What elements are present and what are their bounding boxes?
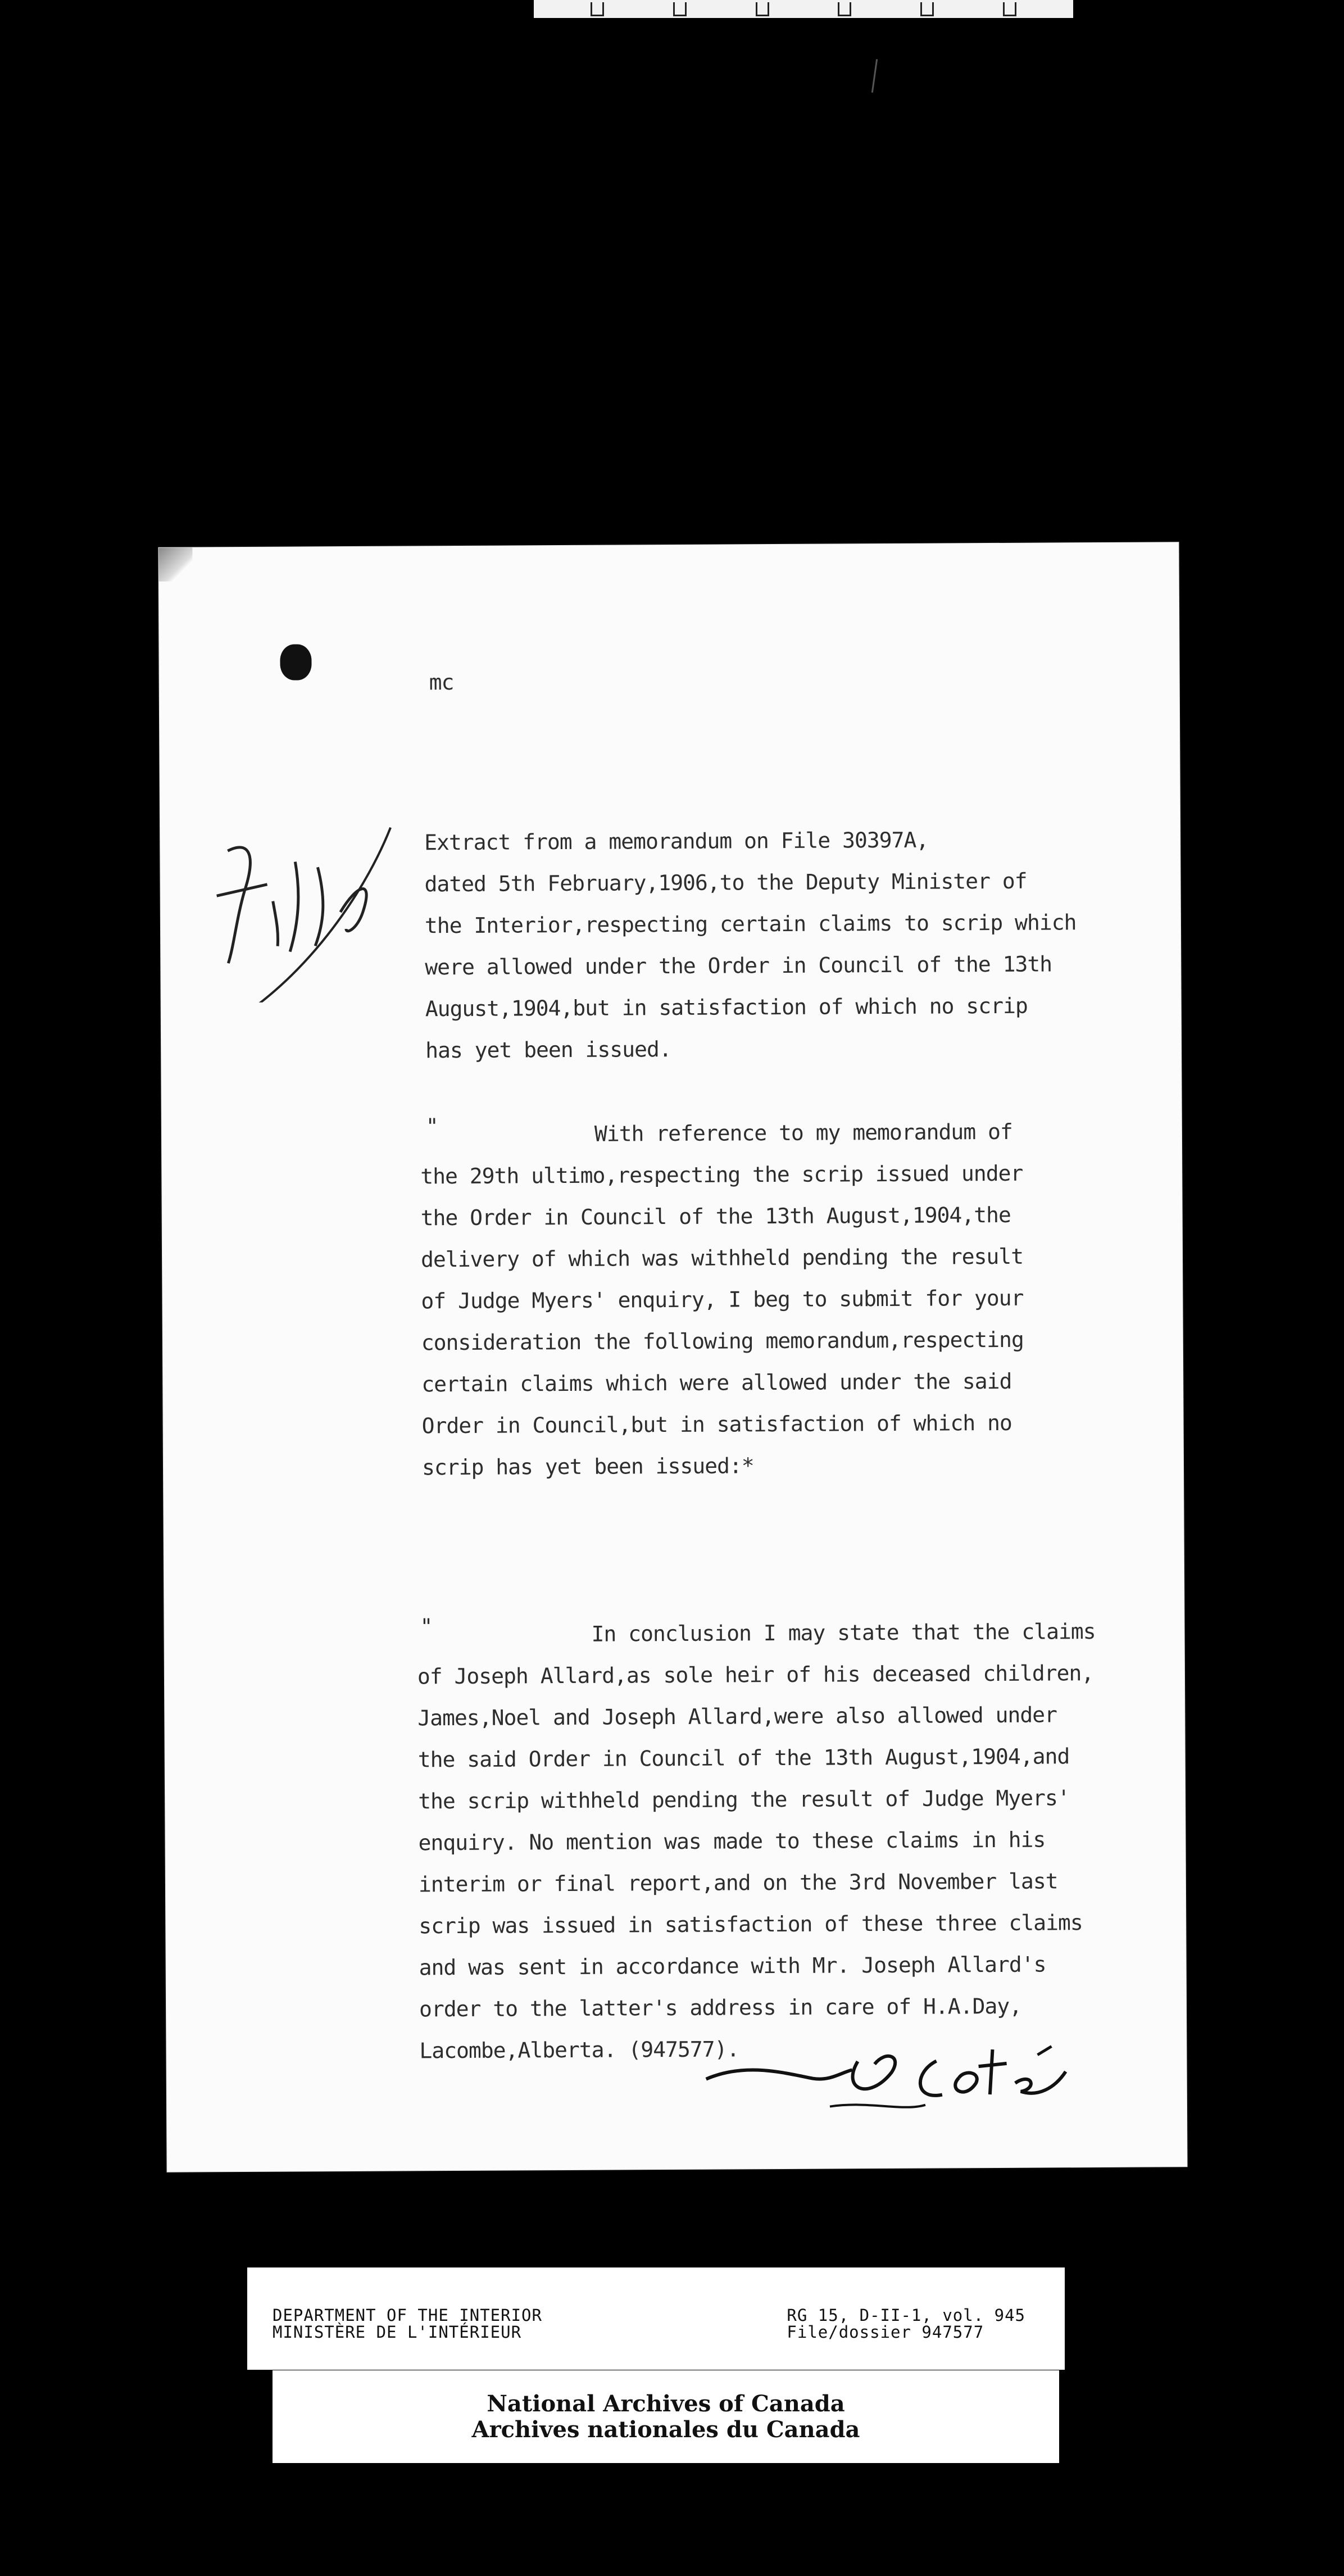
handwritten-file-note <box>205 816 408 1003</box>
department-name: DEPARTMENT OF THE INTERIOR MINISTÈRE DE L'INTÉRIEUR <box>273 2306 542 2342</box>
film-header-strip <box>534 0 1073 18</box>
memo-heading-paragraph: Extract from a memorandum on File 30397A, dated 5th February,1906,to the Deputy Minister of the Interior,respecting certain claims to scrip which were allowed under the Order in Council of the 13th August,1904,but in satisfaction of which no scrip has yet been issued. <box>424 827 1077 1063</box>
memo-conclusion-paragraph: In conclusion I may state that the claims of Joseph Allard,as sole heir of his deceased children, James,Noel and Joseph Allard,were also allowed under the said Order in Council of the 13th August,1904,and the scrip withheld pending the result of Judge Myers' enquiry. No mention was made to these claims in his interim or final report,and on the 3rd November last scrip was issued in satisfaction of these three claims and was sent in accordance with Mr. Joseph Allard's order to the latter's address in care of H.A.Day, Lacombe,Alberta. (947577). <box>417 1619 1096 2063</box>
film-mark <box>591 2 604 16</box>
film-mark <box>920 2 934 16</box>
archive-name-french: Archives nationales du Canada <box>471 2416 860 2443</box>
document-page <box>158 542 1187 2171</box>
film-mark <box>1003 2 1016 16</box>
film-scratch <box>871 59 878 93</box>
film-mark <box>838 2 851 16</box>
file-reference: RG 15, D-II-1, vol. 945 File/dossier 947577 <box>787 2306 1025 2342</box>
memo-body-paragraph: With reference to my memorandum of the 29th ultimo,respecting the scrip issued under the Order in Council of the 13th August,1904,the delivery of which was withheld pending the result of Judge Myers' enquiry, I beg to submit for your consideration the following memorandum,respecting certain claims which were allowed under the said Order in Council,but in satisfaction of which no scrip has yet been issued:* <box>420 1119 1024 1480</box>
film-mark <box>673 2 687 16</box>
archive-name-english: National Archives of Canada <box>487 2390 845 2417</box>
archival-reference-label <box>247 2267 1065 2370</box>
archive-credit-label <box>273 2370 1059 2463</box>
page-corner-wear <box>158 547 192 581</box>
opening-quote: " <box>420 1614 433 1639</box>
signature <box>700 2038 1083 2119</box>
punch-hole <box>280 644 311 680</box>
typist-initials: mc <box>429 670 454 695</box>
opening-quote: " <box>425 1114 438 1139</box>
film-mark <box>756 2 769 16</box>
